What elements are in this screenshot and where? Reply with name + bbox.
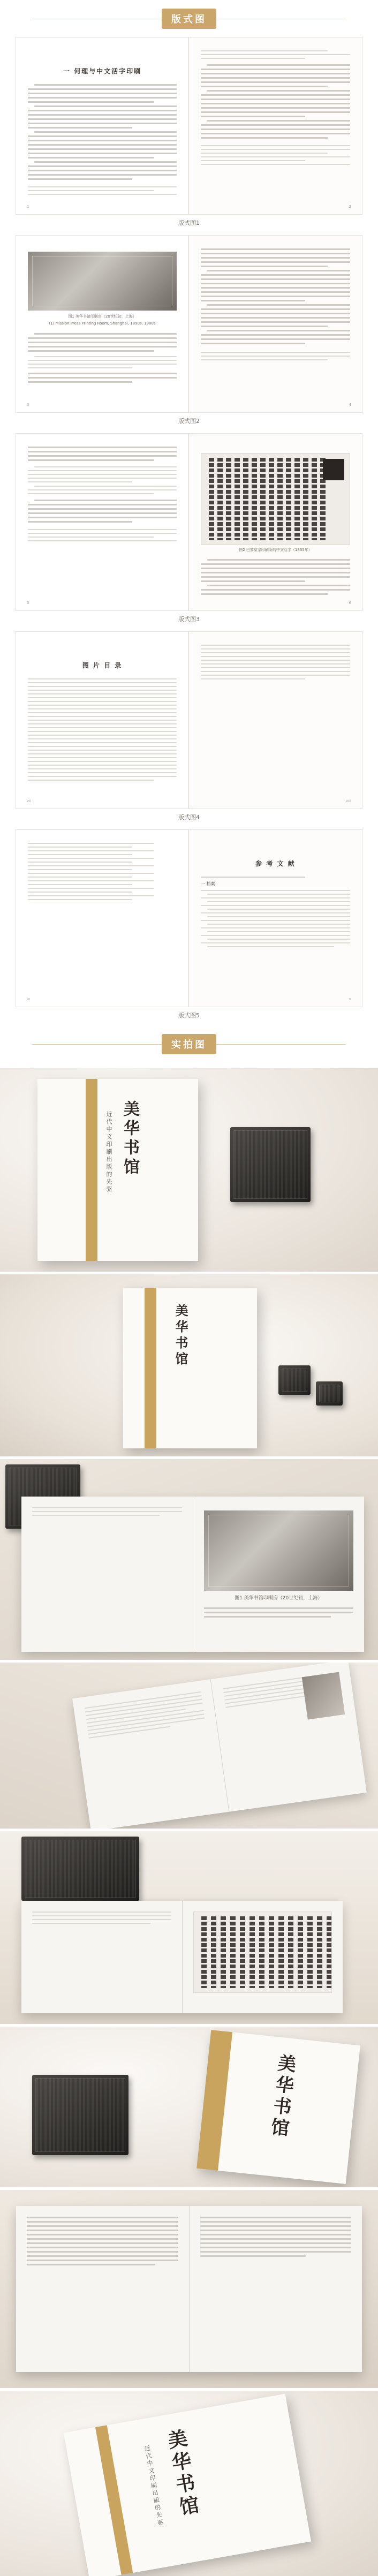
book-title: 美华书馆 [163, 2427, 201, 2520]
spread1-right-page [189, 37, 362, 214]
layout-spread-4 [16, 632, 362, 809]
book-title: 美华书馆 [173, 1304, 188, 1368]
type-block [278, 1365, 311, 1395]
layout-spread-1 [16, 37, 362, 214]
photo-cover-closeup [0, 2391, 378, 2576]
open-book [21, 1901, 343, 2013]
type-block-photo [21, 1837, 139, 1901]
spread3-left-page [16, 434, 189, 610]
spread1-left-page [16, 37, 189, 214]
chapter-title: 一 何理与中文活字印刷 [63, 67, 142, 75]
chinese-type-specimen [193, 1912, 332, 1993]
toc-title: 图 片 目 录 [82, 662, 123, 669]
chinese-type-specimen [201, 453, 350, 545]
type-block-photo [230, 1127, 311, 1202]
page-number: viii [346, 799, 351, 803]
book-cover [37, 1079, 198, 1261]
spread4-left-page [16, 632, 189, 809]
page-number: ix [27, 997, 31, 1001]
layout-section-banner [0, 0, 378, 37]
book-cover [64, 2394, 311, 2576]
caption-3: 版式图3 [0, 615, 378, 623]
spread2-left-page [16, 236, 189, 412]
printing-room-photo [204, 1510, 354, 1591]
caption-4: 版式图4 [0, 813, 378, 821]
page-number: x [349, 997, 351, 1001]
figure-caption: 图2 巴黎皇家印刷所的中文活字（1835年） [239, 548, 312, 552]
references-title: 参 考 文 献 [255, 860, 296, 867]
caption-2: 版式图2 [0, 417, 378, 425]
figure-caption-en: (1) Mission Press Printing Room, Shanghai, 1890s, 1900s [49, 321, 156, 326]
page-number: 4 [349, 403, 351, 407]
spread2-right-page [189, 236, 362, 412]
photo-section-title: 实拍图 [162, 1034, 216, 1054]
page-number: 1 [27, 205, 29, 209]
spread4-right-page [189, 632, 362, 809]
figure-caption: 图1 美华书馆印刷房（20世纪初，上海） [68, 314, 137, 319]
book-title: 美华书馆 [120, 1100, 139, 1177]
book-cover [196, 2030, 360, 2184]
page-number: 2 [349, 205, 351, 209]
photo-section-banner [0, 1025, 378, 1063]
photo-book-spine-closeup [0, 2027, 378, 2187]
page-number: 3 [27, 403, 29, 407]
layout-spread-2 [16, 236, 362, 412]
photo-book-with-type [0, 1274, 378, 1456]
book-spine-band [196, 2030, 232, 2171]
page-number: 5 [27, 601, 29, 605]
layout-spread-3 [16, 434, 362, 610]
photo-open-book-figure [0, 1459, 378, 1660]
book-spine-band [86, 1079, 97, 1261]
book-cover [123, 1288, 257, 1448]
layout-section-title: 版式图 [162, 9, 216, 29]
references-subheading: 一 档案 [201, 881, 215, 886]
book-subtitle: 近代中文印刷出版的先驱 [143, 2444, 164, 2527]
caption-1: 版式图1 [0, 218, 378, 227]
spread5-left-page [16, 830, 189, 1007]
photo-type-specimen [0, 1831, 378, 2024]
type-block [316, 1381, 343, 1406]
book-spine-band [95, 2425, 133, 2575]
photo-open-book-pages [0, 1663, 378, 1829]
printing-room-photo [28, 252, 177, 311]
spread3-right-page [189, 434, 362, 610]
photo-closed-book-cover [0, 1068, 378, 1272]
open-book [16, 2206, 362, 2372]
book-spine-band [145, 1288, 156, 1448]
book-subtitle: 近代中文印刷出版的先驱 [105, 1111, 112, 1193]
page-number: 6 [349, 601, 351, 605]
figure-caption: 图1 美华书馆印刷房（20世纪初，上海） [235, 1596, 323, 1601]
page-number: vii [27, 799, 32, 803]
type-block-photo [32, 2075, 128, 2155]
book-title: 美华书馆 [266, 2052, 297, 2141]
open-book [21, 1497, 364, 1652]
open-book [72, 1663, 367, 1829]
spread5-right-page [189, 830, 362, 1007]
photo-open-book-detail [0, 2190, 378, 2388]
layout-spread-5 [16, 830, 362, 1007]
caption-5: 版式图5 [0, 1011, 378, 1019]
